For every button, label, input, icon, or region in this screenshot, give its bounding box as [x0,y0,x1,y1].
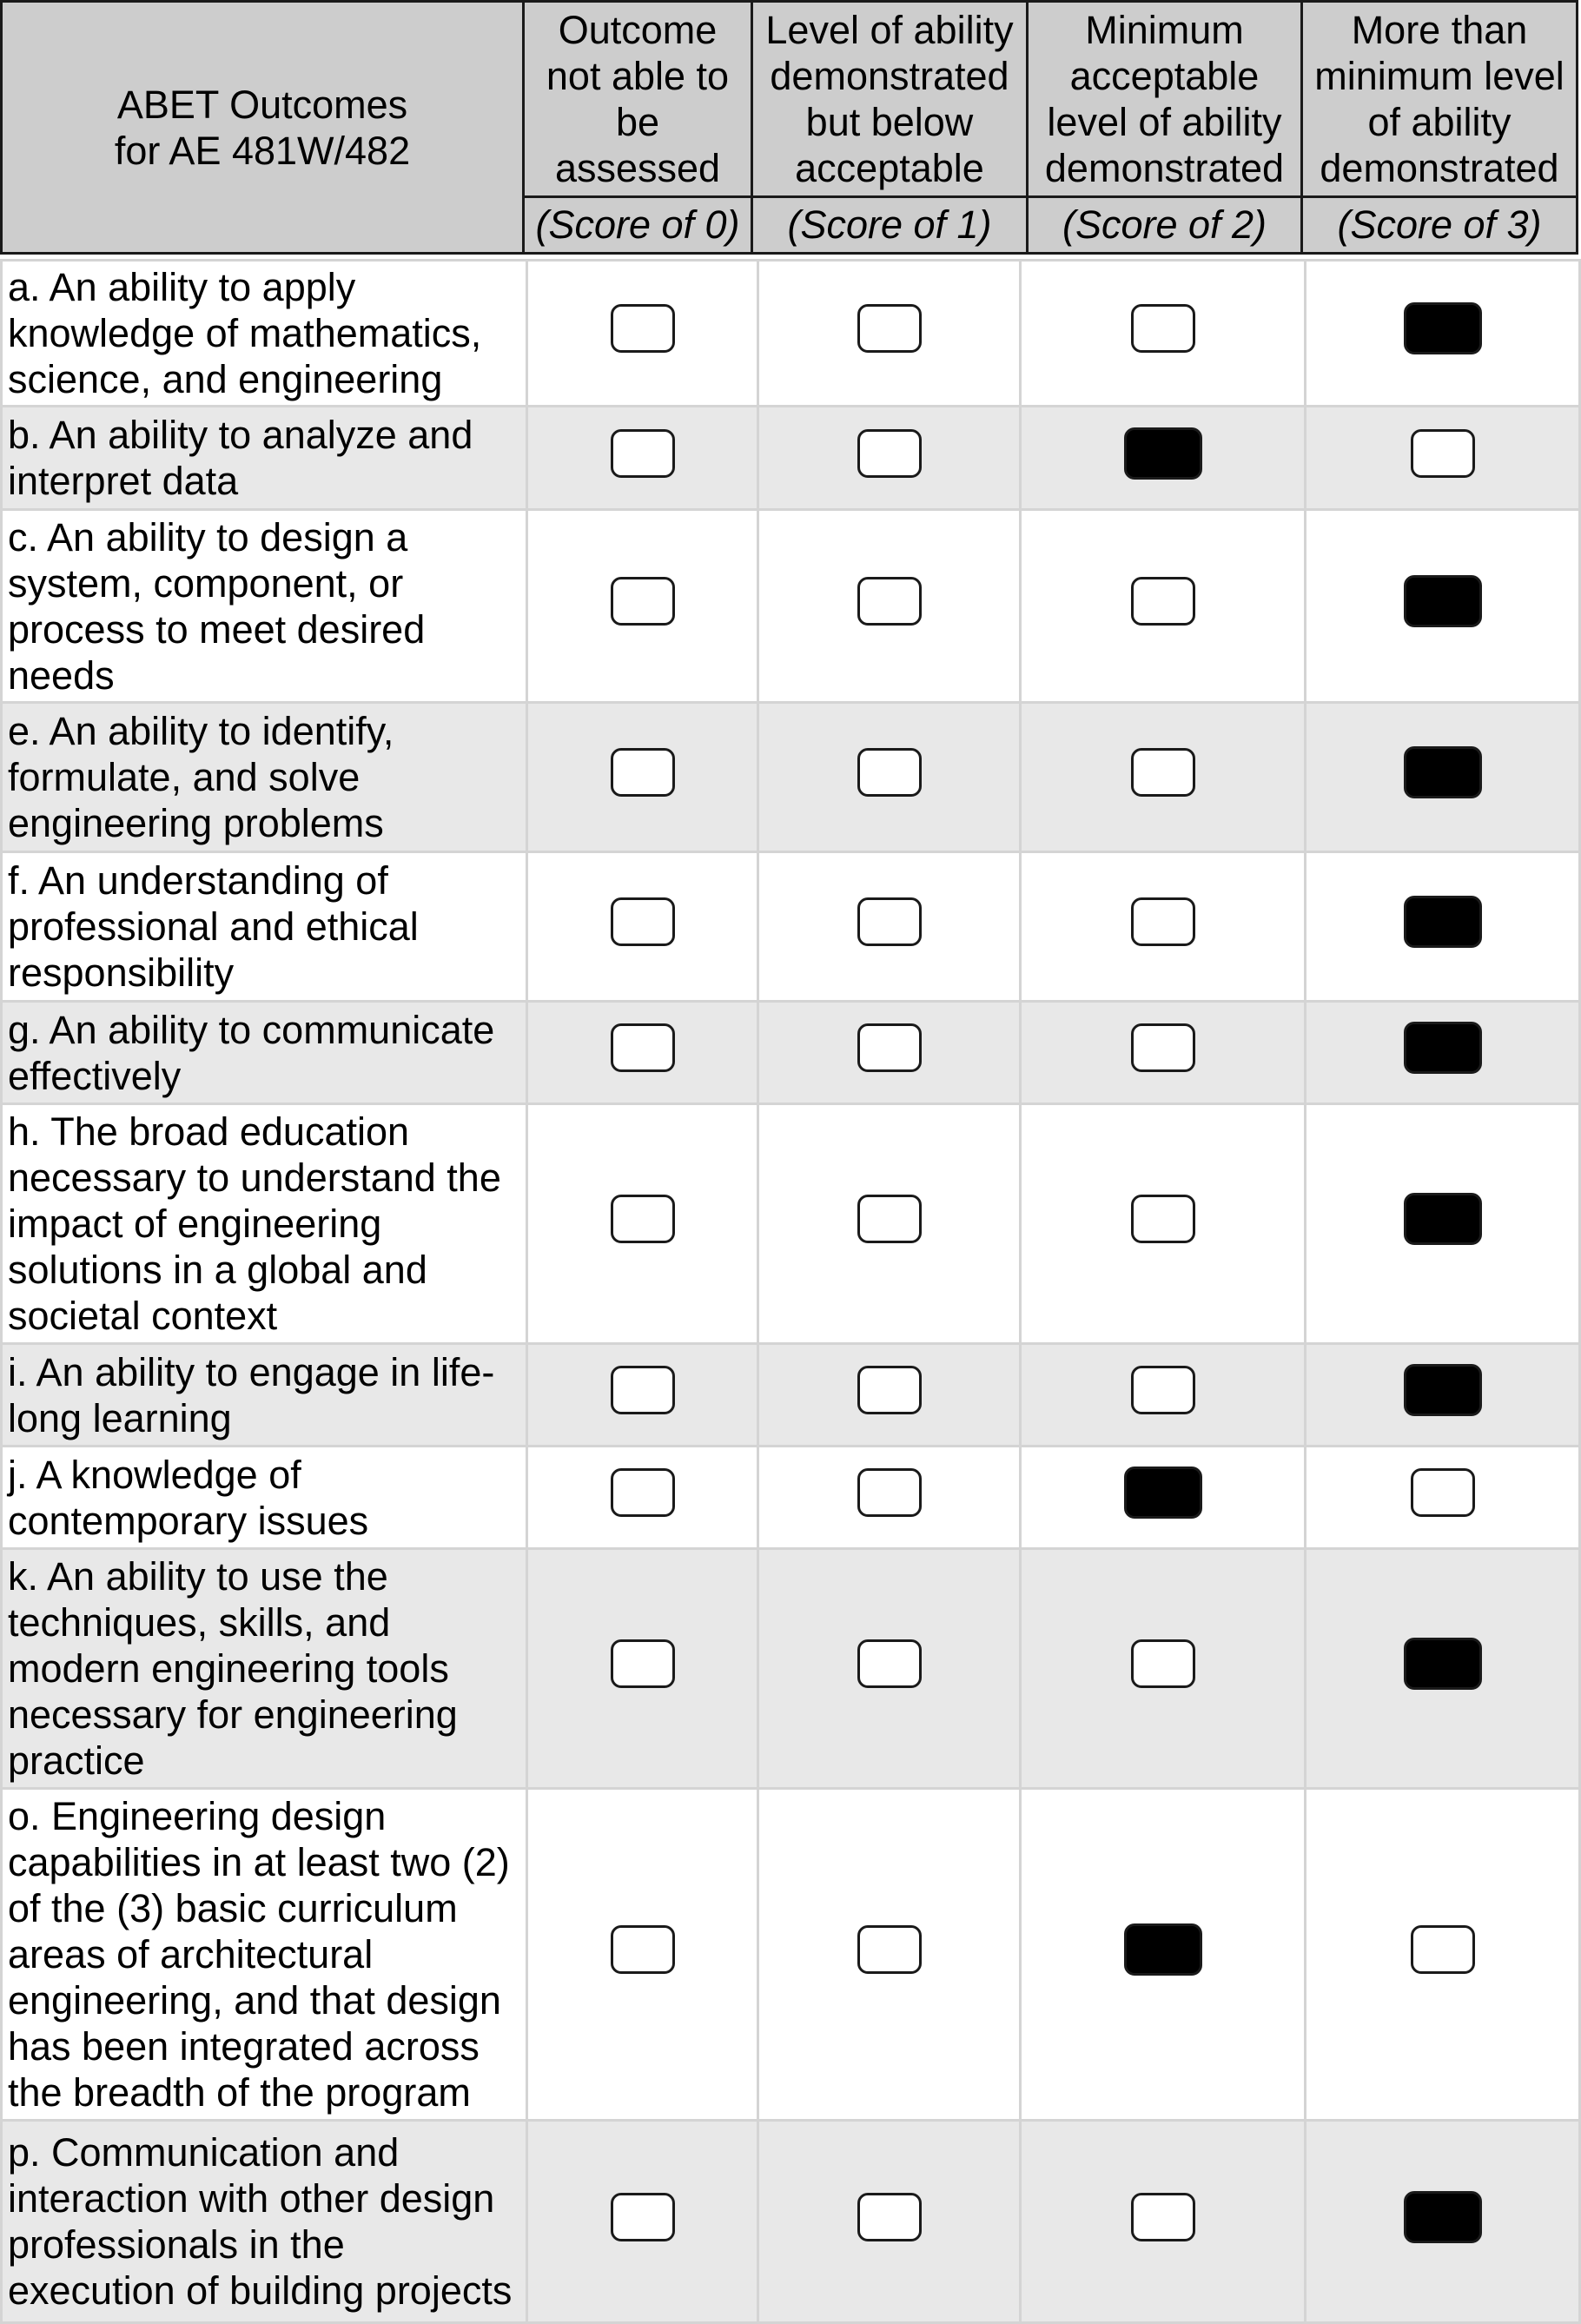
checkbox-unchecked[interactable] [857,304,922,353]
checkbox-unchecked[interactable] [611,304,675,353]
column-header-line: assessed [554,145,721,190]
outcome-text-line: needs [8,652,115,698]
checkbox-checked[interactable] [1404,746,1482,798]
score-cell-3 [1306,1447,1580,1549]
checkbox-unchecked[interactable] [857,1195,922,1243]
column-header-line: acceptable [1069,53,1260,98]
outcome-text-line: f. An understanding of [8,858,388,903]
checkbox-unchecked[interactable] [1131,1639,1195,1688]
score-cell-3 [1306,407,1580,510]
score-cell-2 [1021,1104,1306,1344]
outcome-row [2,1789,1580,2121]
outcome-text-line: b. An ability to analyze and [8,413,473,457]
checkbox-unchecked[interactable] [611,1925,675,1974]
outcome-text-line: i. An ability to engage in life- [8,1349,495,1394]
checkbox-unchecked[interactable] [611,1639,675,1688]
score-cell-1 [758,407,1021,510]
checkbox-unchecked[interactable] [611,577,675,626]
checkbox-checked[interactable] [1124,1923,1202,1976]
outcome-text-line: solutions in a global and [8,1248,427,1292]
outcome-row [2,1344,1580,1447]
outcome-row [2,510,1580,703]
checkbox-unchecked[interactable] [857,897,922,946]
outcomes-table-body [2,261,1580,2323]
score-cell-1 [758,703,1021,852]
score-cell-3 [1306,1002,1580,1104]
score-cell-0 [527,1789,758,2121]
checkbox-checked[interactable] [1404,1193,1482,1245]
outcome-text-line: interaction with other design [8,2176,495,2221]
column-header-line: demonstrated [1320,145,1559,190]
outcome-text-line: modern engineering tools [8,1646,449,1691]
column-header-line: minimum level [1314,53,1564,98]
column-header-score-1 [752,2,1028,197]
outcome-text-line: long learning [8,1395,232,1440]
score-cell-3 [1306,703,1580,852]
score-cell-1 [758,261,1021,407]
outcome-text-line: necessary to understand the [8,1155,501,1200]
score-cell-3 [1306,1789,1580,2121]
score-cell-0 [527,261,758,407]
score-cell-1 [758,1344,1021,1447]
outcome-text-line: areas of architectural [8,1932,374,1976]
score-cell-1 [758,1104,1021,1344]
outcome-text-line: knowledge of mathematics, [8,311,482,355]
checkbox-unchecked[interactable] [857,1468,922,1517]
score-cell-0 [527,703,758,852]
score-cell-2 [1021,1549,1306,1789]
score-cell-3 [1306,261,1580,407]
checkbox-unchecked[interactable] [1131,304,1195,353]
checkbox-checked[interactable] [1404,1638,1482,1690]
column-header-line: demonstrated [770,53,1009,98]
checkbox-unchecked[interactable] [857,2193,922,2241]
table-header [0,0,1578,255]
score-cell-1 [758,510,1021,703]
outcome-row [2,1549,1580,1789]
outcomes-title-cell [2,2,524,254]
outcome-text-cell [2,1002,527,1104]
checkbox-checked[interactable] [1404,575,1482,627]
checkbox-unchecked[interactable] [857,748,922,797]
score-cell-1 [758,1002,1021,1104]
score-cell-2 [1021,703,1306,852]
score-cell-3 [1306,2121,1580,2323]
outcome-text-line: of the (3) basic curriculum [8,1886,458,1930]
outcome-text-line: o. Engineering design [8,1794,387,1838]
outcome-text-line: professionals in the [8,2222,345,2267]
outcome-row [2,1002,1580,1104]
score-cell-3 [1306,852,1580,1002]
outcome-text-line: p. Communication and [8,2130,400,2175]
score-cell-0 [527,1447,758,1549]
score-cell-1 [758,1789,1021,2121]
checkbox-unchecked[interactable] [1131,748,1195,797]
checkbox-checked[interactable] [1404,896,1482,948]
checkbox-checked[interactable] [1404,1022,1482,1074]
outcome-text-line: techniques, skills, and [8,1600,391,1645]
checkbox-unchecked[interactable] [1131,2193,1195,2241]
score-cell-2 [1021,1789,1306,2121]
outcomes-table [0,259,1581,2324]
outcome-text-line: j. A knowledge of [8,1452,301,1497]
outcome-text-line: science, and engineering [8,357,443,401]
outcome-text-cell [2,1344,527,1447]
outcome-text-cell [2,1447,527,1549]
outcome-row [2,2121,1580,2323]
outcome-text-line: responsibility [8,950,235,995]
score-cell-0 [527,852,758,1002]
checkbox-checked[interactable] [1124,427,1202,480]
column-header-line: be [615,99,660,144]
score-cell-0 [527,510,758,703]
outcome-row [2,703,1580,852]
outcome-text-line: necessary for engineering [8,1692,458,1737]
score-cell-0 [527,1104,758,1344]
outcome-row [2,407,1580,510]
outcome-text-line: engineering problems [8,801,384,845]
score-cell-3 [1306,510,1580,703]
column-header-line: More than [1351,7,1528,52]
outcome-row [2,852,1580,1002]
outcome-text-line: professional and ethical [8,904,419,949]
checkbox-unchecked[interactable] [611,429,675,478]
column-header-line: of ability [1367,99,1512,144]
checkbox-checked[interactable] [1404,302,1482,354]
score-cell-0 [527,1549,758,1789]
score-cell-1 [758,852,1021,1002]
score-cell-2 [1021,852,1306,1002]
column-header-line: level of ability [1047,99,1282,144]
outcome-text-line: h. The broad education [8,1109,410,1154]
score-cell-1 [758,1447,1021,1549]
checkbox-unchecked[interactable] [1411,429,1475,478]
checkbox-unchecked[interactable] [857,1925,922,1974]
outcome-text-line: interpret data [8,459,239,503]
outcome-text-line: c. An ability to design a [8,514,408,559]
outcome-text-cell [2,1789,527,2121]
column-header-line: not able to [546,53,730,98]
outcome-text-line: formulate, and solve [8,755,361,799]
checkbox-checked[interactable] [1404,2191,1482,2243]
outcome-text-line: system, component, or [8,560,404,606]
column-header-score-0 [524,2,752,197]
outcome-text-line: impact of engineering [8,1202,382,1246]
column-header-line: but below [805,99,974,144]
column-header-line: Level of ability [765,7,1014,52]
checkbox-unchecked[interactable] [611,1468,675,1517]
score-cell-2 [1021,510,1306,703]
score-cell-3 [1306,1549,1580,1789]
score-label-2: (Score of 2) [1028,196,1302,253]
outcome-text-cell [2,1549,527,1789]
checkbox-unchecked[interactable] [611,2193,675,2241]
outcome-text-line: has been integrated across [8,2024,480,2069]
score-cell-3 [1306,1344,1580,1447]
score-cell-0 [527,407,758,510]
checkbox-unchecked[interactable] [1131,1023,1195,1072]
checkbox-checked[interactable] [1404,1364,1482,1416]
score-cell-0 [527,1344,758,1447]
outcome-text-cell [2,1104,527,1344]
checkbox-unchecked[interactable] [611,1195,675,1243]
checkbox-unchecked[interactable] [611,748,675,797]
outcome-text-line: effectively [8,1053,182,1098]
outcome-text-cell [2,407,527,510]
score-label-0: (Score of 0) [524,196,752,253]
outcome-text-line: capabilities in at least two (2) [8,1840,510,1884]
column-header-line: demonstrated [1044,145,1285,190]
outcome-text-line: societal context [8,1294,278,1338]
outcome-text-cell [2,852,527,1002]
checkbox-unchecked[interactable] [1131,577,1195,626]
checkbox-unchecked[interactable] [857,1366,922,1414]
checkbox-unchecked[interactable] [857,577,922,626]
outcome-text-line: process to meet desired [8,606,426,652]
score-cell-2 [1021,407,1306,510]
outcome-text-line: execution of building projects [8,2268,513,2313]
score-cell-2 [1021,261,1306,407]
outcomes-title-line2: for AE 481W/482 [114,128,411,173]
column-header-line: Outcome [558,7,718,52]
checkbox-unchecked[interactable] [1411,1468,1475,1517]
outcome-text-line: g. An ability to communicate [8,1007,495,1052]
outcome-text-cell [2,510,527,703]
outcome-text-line: k. An ability to use the [8,1554,388,1599]
score-cell-2 [1021,1447,1306,1549]
outcome-text-cell [2,261,527,407]
outcome-text-line: contemporary issues [8,1498,369,1543]
checkbox-unchecked[interactable] [1131,897,1195,946]
checkbox-checked[interactable] [1124,1467,1202,1519]
score-label-1: (Score of 1) [752,196,1028,253]
score-cell-1 [758,1549,1021,1789]
outcome-text-line: a. An ability to apply [8,265,356,309]
score-label-3: (Score of 3) [1302,196,1578,253]
outcome-text-cell [2,703,527,852]
outcome-text-line: the breadth of the program [8,2070,471,2115]
score-cell-3 [1306,1104,1580,1344]
column-header-score-3 [1302,2,1578,197]
checkbox-unchecked[interactable] [857,429,922,478]
checkbox-unchecked[interactable] [611,1023,675,1072]
outcome-text-line: engineering, and that design [8,1978,501,2023]
outcome-row [2,1104,1580,1344]
column-header-line: acceptable [795,145,984,190]
score-cell-0 [527,1002,758,1104]
checkbox-unchecked[interactable] [857,1639,922,1688]
checkbox-unchecked[interactable] [1131,1195,1195,1243]
outcome-text-line: practice [8,1738,145,1783]
outcome-row [2,1447,1580,1549]
column-header-line: Minimum [1085,7,1244,52]
checkbox-unchecked[interactable] [857,1023,922,1072]
checkbox-unchecked[interactable] [611,897,675,946]
checkbox-unchecked[interactable] [1411,1925,1475,1974]
outcome-row [2,261,1580,407]
score-cell-0 [527,2121,758,2323]
outcome-text-cell [2,2121,527,2323]
score-cell-1 [758,2121,1021,2323]
column-header-score-2 [1028,2,1302,197]
score-cell-2 [1021,1002,1306,1104]
outcome-text-line: e. An ability to identify, [8,709,394,753]
checkbox-unchecked[interactable] [1131,1366,1195,1414]
checkbox-unchecked[interactable] [611,1366,675,1414]
score-cell-2 [1021,2121,1306,2323]
score-cell-2 [1021,1344,1306,1447]
outcomes-title-line1: ABET Outcomes [116,82,408,127]
